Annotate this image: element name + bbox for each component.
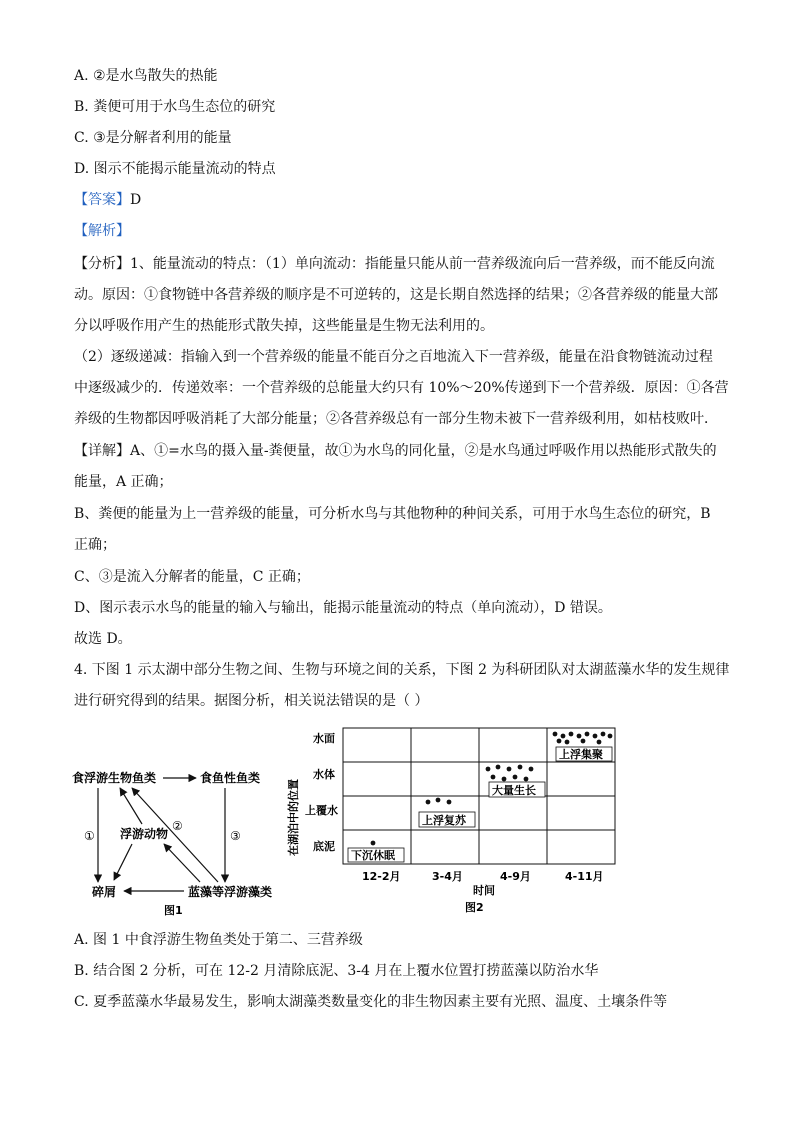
node-zooplankton: 浮游动物 bbox=[120, 827, 169, 841]
q4-option-a: A. 图 1 中食浮游生物鱼类处于第二、三营养级 bbox=[74, 932, 363, 948]
stage-revival: 上浮复苏 bbox=[422, 814, 466, 827]
node-fish-carnivore: 食鱼性鱼类 bbox=[200, 771, 261, 785]
node-detritus: 碎屑 bbox=[92, 885, 117, 899]
arrow-label-3: ③ bbox=[230, 829, 241, 843]
figure-2-chart bbox=[285, 722, 625, 922]
arrow-zooplankton-to-fish bbox=[120, 788, 142, 824]
x-label-apr-sep: 4-9月 bbox=[500, 870, 531, 883]
node-fish-plankton: 食浮游生物鱼类 bbox=[72, 771, 157, 785]
stage-labels bbox=[348, 747, 612, 862]
arrow-label-2: ② bbox=[172, 819, 183, 833]
analysis-line-12: D、图示表示水鸟的能量的输入与输出，能揭示能量流动的特点（单向流动），D 错误。 bbox=[74, 600, 612, 616]
y-label-water: 水体 bbox=[313, 768, 335, 781]
node-algae: 蓝藻等浮游藻类 bbox=[188, 885, 273, 899]
analysis-line-3: 分以呼吸作用产生的热能形式散失掉，这些能量是生物无法利用的。 bbox=[74, 318, 494, 334]
answer-line bbox=[74, 190, 141, 210]
figure-2-caption: 图2 bbox=[465, 901, 484, 914]
analysis-line-8: 能量，A 正确； bbox=[74, 474, 173, 490]
question4-line-1: 4. 下图 1 示太湖中部分生物之间、生物与环境之间的关系，下图 2 为科研团队对太湖蓝藻水华的发生规律 bbox=[74, 662, 730, 678]
figure-1-food-web bbox=[60, 760, 300, 920]
y-label-overlying: 上覆水 bbox=[305, 804, 338, 817]
analysis-label: 【解析】 bbox=[74, 223, 130, 239]
analysis-line-2: 动。原因：①食物链中各营养级的顺序是不可逆转的，这是长期自然选择的结果；②各营养级的能量大部 bbox=[74, 287, 718, 303]
analysis-line-6: 养级的生物都因呼吸消耗了大部分能量；②各营养级总有一部分生物未被下一营养级利用，如枯枝败叶． bbox=[74, 411, 718, 427]
answer-label: 【答案】 bbox=[74, 192, 130, 208]
x-label-apr-nov: 4-11月 bbox=[565, 870, 604, 883]
y-axis-title: 在湖泊中的位置 bbox=[287, 779, 300, 856]
analysis-line-1: 【分析】1、能量流动的特点：（1）单向流动：指能量只能从前一营养级流向后一营养级，而不能反向流 bbox=[74, 256, 715, 272]
stage-aggregation: 上浮集聚 bbox=[559, 748, 603, 761]
option-d: D. 图示不能揭示能量流动的特点 bbox=[74, 161, 276, 177]
option-c: C. ③是分解者利用的能量 bbox=[74, 130, 232, 146]
q4-option-c: C. 夏季蓝藻水华最易发生，影响太湖藻类数量变化的非生物因素主要有光照、温度、土壤条件等 bbox=[74, 994, 668, 1010]
analysis-line-10: 正确； bbox=[74, 537, 116, 553]
arrow-zooplankton-to-detritus bbox=[114, 844, 132, 880]
x-label-dec-feb: 12-2月 bbox=[362, 870, 401, 883]
stage-growth: 大量生长 bbox=[492, 784, 536, 797]
analysis-line-7: 【详解】A、①=水鸟的摄入量-粪便量，故①为水鸟的同化量，②是水鸟通过呼吸作用以热能形式散失的 bbox=[74, 443, 717, 459]
y-label-sediment: 底泥 bbox=[313, 840, 335, 853]
analysis-line-11: C、③是流入分解者的能量，C 正确； bbox=[74, 569, 310, 585]
option-b: B. 粪便可用于水鸟生态位的研究 bbox=[74, 99, 276, 115]
analysis-line-13: 故选 D。 bbox=[74, 631, 132, 647]
stage-dormant: 下沉休眠 bbox=[351, 849, 395, 862]
x-axis-title: 时间 bbox=[473, 884, 495, 897]
answer-value: D bbox=[130, 192, 142, 208]
figure-1-caption: 图1 bbox=[164, 904, 183, 917]
y-label-surface: 水面 bbox=[313, 732, 335, 745]
analysis-line-5: 中逐级减少的．传递效率：一个营养级的总能量大约只有 10%～20%传递到下一个营养级．原因：①各营 bbox=[74, 380, 729, 396]
analysis-line-4: （2）逐级递减：指输入到一个营养级的能量不能百分之百地流入下一营养级，能量在沿食物链流动过程 bbox=[74, 349, 713, 365]
question4-line-2: 进行研究得到的结果。据图分析，相关说法错误的是（ ） bbox=[74, 693, 429, 709]
arrow-label-1: ① bbox=[84, 829, 95, 843]
q4-option-b: B. 结合图 2 分析，可在 12-2 月清除底泥、3-4 月在上覆水位置打捞蓝藻以防治水华 bbox=[74, 963, 599, 979]
x-label-mar-apr: 3-4月 bbox=[432, 870, 463, 883]
analysis-line-9: B、粪便的能量为上一营养级的能量，可分析水鸟与其他物种的种间关系，可用于水鸟生态位的研究，B bbox=[74, 506, 711, 522]
arrow-algae-to-zooplankton bbox=[164, 844, 200, 882]
option-a: A. ②是水鸟散失的热能 bbox=[74, 68, 218, 84]
